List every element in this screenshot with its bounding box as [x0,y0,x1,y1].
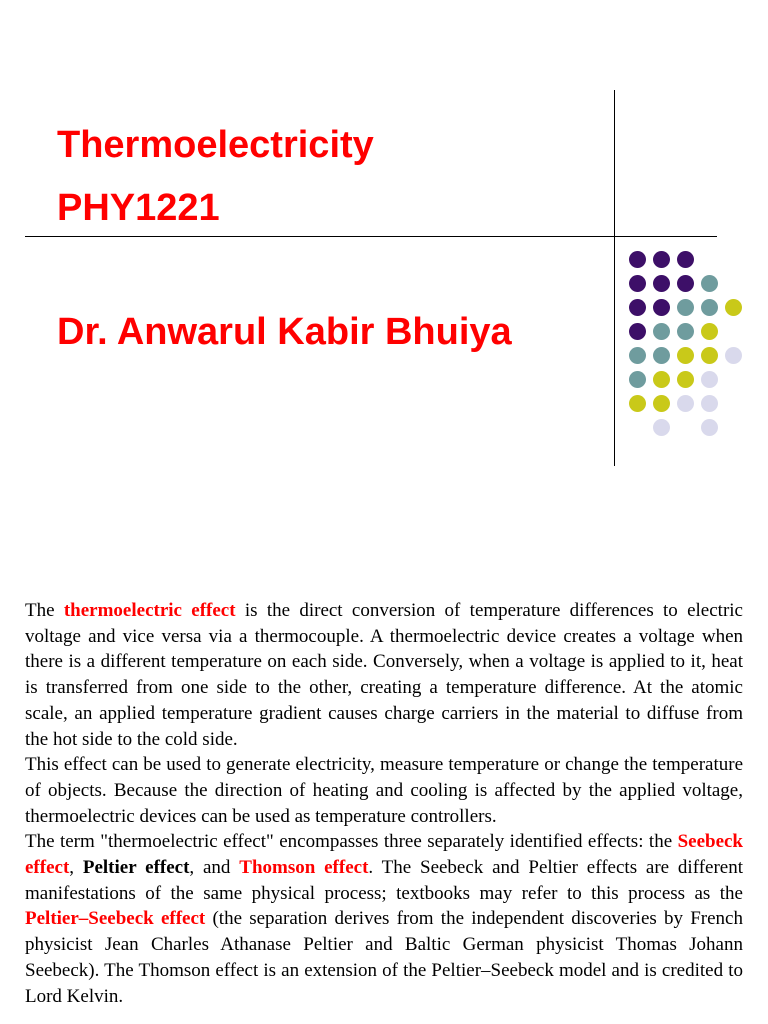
text-span: (the separation derives from the independent discoveries by French physicist Jean Charles Athanase Peltier and Baltic German physicist Thomas Johann Seebeck). The Thomson effect is an extension of the Peltier–Seebeck model and is credited to Lord Kelvin. [25,908,743,1007]
decorative-dot [701,395,718,412]
decorative-dot [677,323,694,340]
decorative-dot [629,347,646,364]
text-span: is the direct conversion of temperature differences to electric voltage and vice versa via a thermocouple. A thermoelectric device creates a voltage when there is a different temperature on each side. Conversely, when a voltage is applied to it, heat is transferred from one side to the other, creating a temperature difference. At the atomic scale, an applied temperature gradient causes charge carriers in the material to diffuse from the hot side to the cold side. [25,600,743,750]
decorative-dot [677,371,694,388]
term-thomson-effect: Thomson effect [239,857,369,879]
decorative-dot [677,347,694,364]
decorative-dot [653,371,670,388]
decorative-dot [653,395,670,412]
author-name: Dr. Anwarul Kabir Bhuiya [57,311,512,353]
decorative-dot [653,251,670,268]
paragraph-2: This effect can be used to generate electricity, measure temperature or change the temperature of objects. Because the direction of heating and cooling is affected by the applied voltage, thermoelectric devices can be used as temperature controllers. [25,754,743,827]
term-thermoelectric-effect: thermoelectric effect [63,600,236,621]
decorative-dot [629,275,646,292]
decorative-dot [629,371,646,388]
decorative-dot [677,251,694,268]
decorative-dot [629,323,646,340]
text-span: The term "thermoelectric effect" encompasses three separately identified effects: the [25,831,678,853]
decorative-dot [701,419,718,436]
decorative-dot [725,347,742,364]
decorative-dot [677,275,694,292]
decorative-dot [677,299,694,316]
decorative-dot [629,395,646,412]
decorative-dot [653,275,670,292]
decorative-dot [701,275,718,292]
paragraph-3 [25,829,743,1009]
decorative-dot [701,323,718,340]
decorative-dot [653,299,670,316]
body-text [25,598,743,1009]
slide-title: Thermoelectricity [57,124,374,166]
term-seebeck-effect: Seebeck effect [25,831,743,879]
decorative-dot [701,299,718,316]
course-code: PHY1221 [57,187,220,229]
text-span: , [69,857,83,879]
vertical-divider [614,90,615,466]
decorative-dot [653,323,670,340]
decorative-dot [677,395,694,412]
decorative-dot [725,299,742,316]
paragraph-1 [25,598,743,752]
term-peltier-seebeck-effect: Peltier–Seebeck effect [25,908,206,930]
decorative-dot [629,251,646,268]
decorative-dot [701,347,718,364]
text-span: The [25,600,64,621]
text-span: . The Seebeck and Peltier effects are different manifestations of the same physical process; textbooks may refer to this process as the [25,857,743,904]
decorative-dot [653,347,670,364]
text-span: , and [189,857,240,879]
decorative-dot [701,371,718,388]
decorative-dot [629,299,646,316]
term-peltier-effect: Peltier effect [82,857,190,879]
decorative-dot [653,419,670,436]
